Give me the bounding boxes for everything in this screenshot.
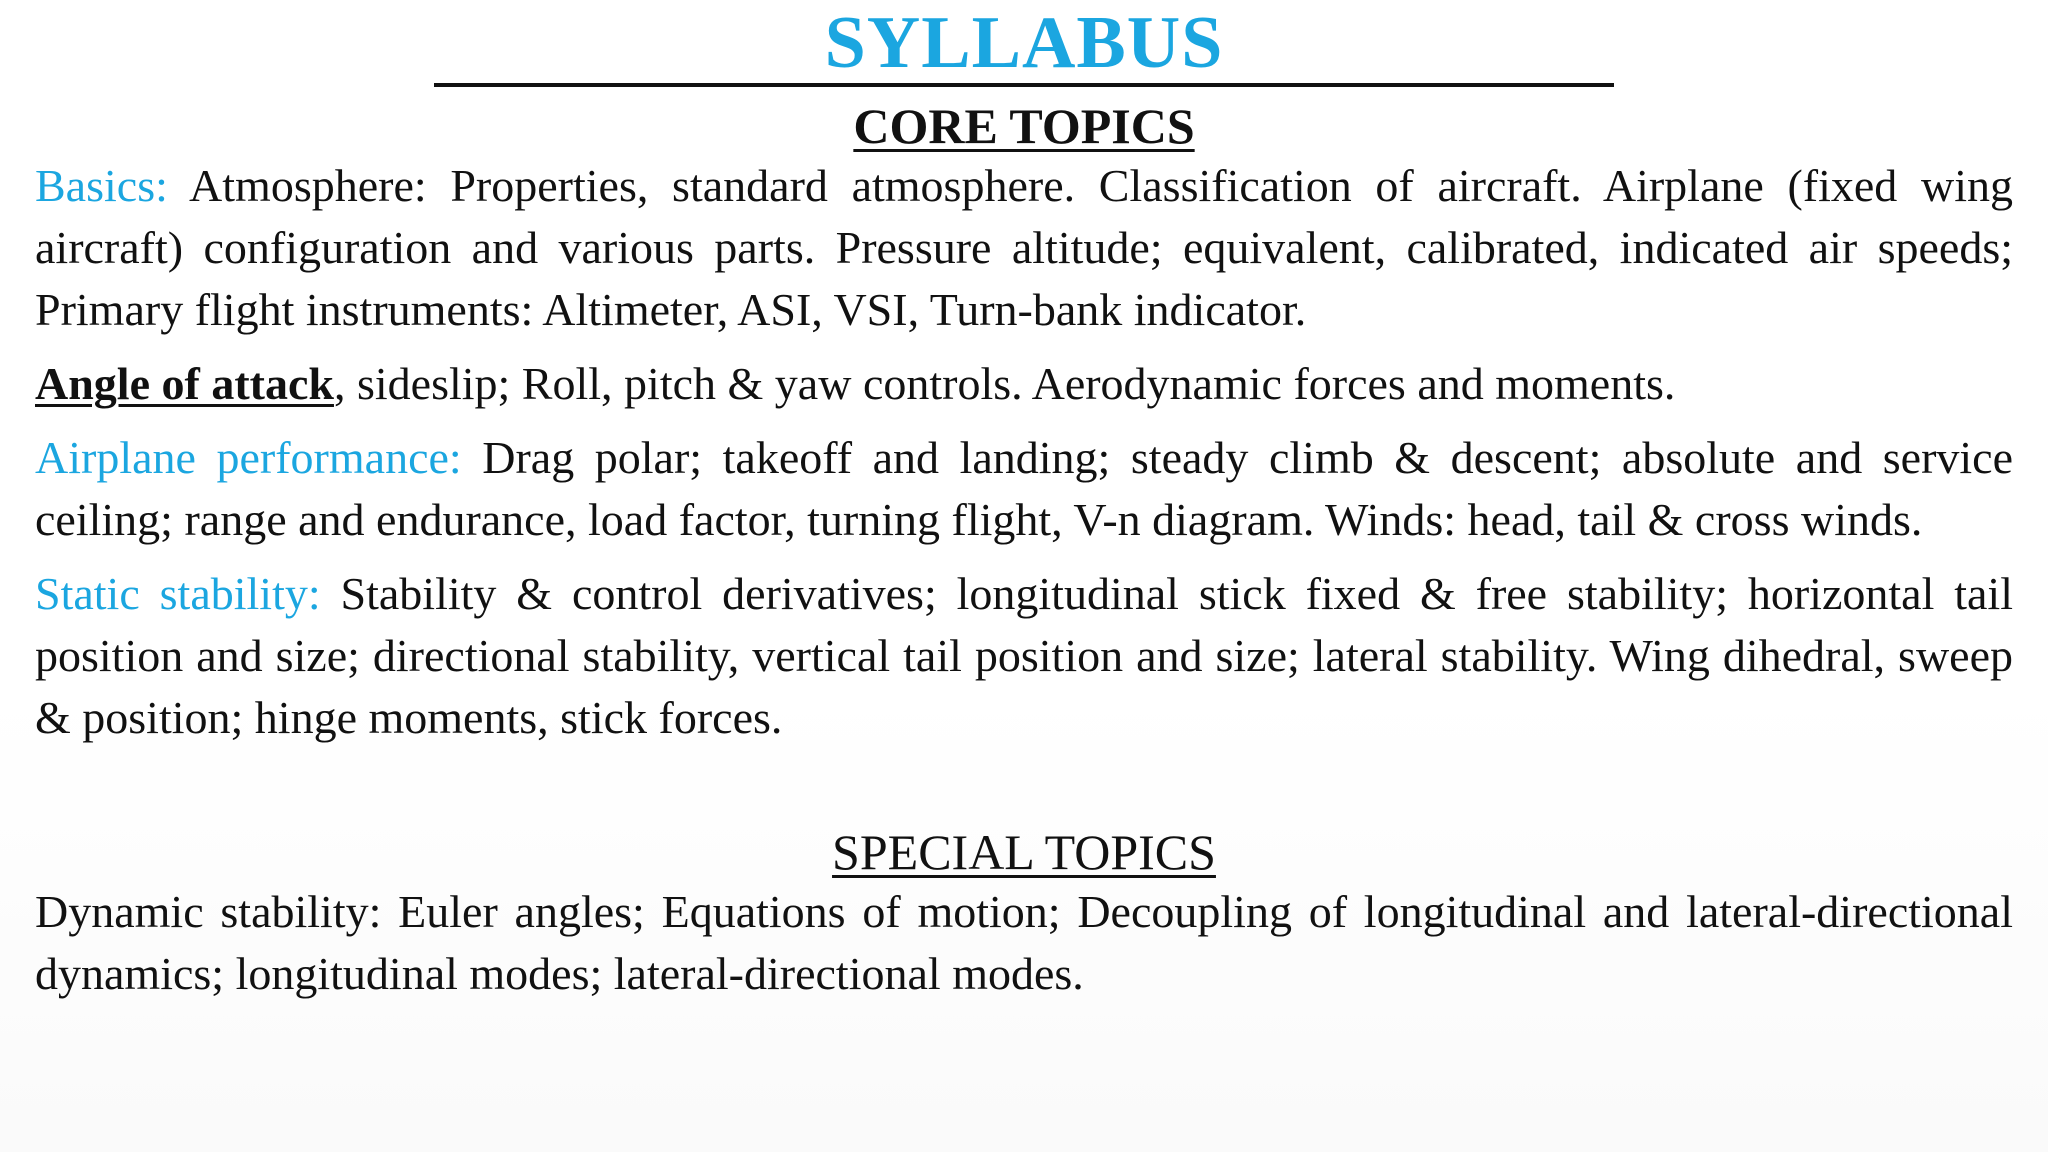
section-spacer <box>35 749 2013 793</box>
static-stability-text: Stability & control derivatives; longitudinal stick fixed & free stability; horizontal tail position and size; directional stability, vertical tail position and size; lateral stability. Wing dihedral, sweep & position; hinge moments, stick forces. <box>35 568 2013 743</box>
angle-of-attack-lead: Angle of attack <box>35 358 334 409</box>
core-topics-heading: CORE TOPICS <box>853 98 1195 154</box>
page-title: SYLLABUS <box>824 2 1224 84</box>
basics-lead: Basics: <box>35 160 168 211</box>
basics-paragraph <box>35 155 2013 341</box>
dynamic-stability-paragraph: Dynamic stability: Euler angles; Equations of motion; Decoupling of longitudinal and lateral-directional dynamics; longitudinal modes; lateral-directional modes. <box>35 886 2013 999</box>
angle-of-attack-paragraph <box>35 353 2013 415</box>
basics-text: Atmosphere: Properties, standard atmosphere. Classification of aircraft. Airplane (fixed wing aircraft) configuration and various parts. Pressure altitude; equivalent, calibrated, indicated air speeds; Primary flight instruments: Altimeter, ASI, VSI, Turn-bank indicator. <box>35 160 2013 335</box>
airplane-performance-text: Drag polar; takeoff and landing; steady climb & descent; absolute and service ceiling; range and endurance, load factor, turning flight, V-n diagram. Winds: head, tail & cross winds. <box>35 432 2014 545</box>
special-topics-heading: SPECIAL TOPICS <box>832 824 1216 880</box>
static-stability-paragraph <box>35 563 2013 749</box>
airplane-performance-paragraph <box>35 427 2013 551</box>
static-stability-lead: Static stability: <box>35 568 321 619</box>
angle-of-attack-text: , sideslip; Roll, pitch & yaw controls. Aerodynamic forces and moments. <box>333 358 1676 409</box>
airplane-performance-lead: Airplane performance: <box>35 432 462 483</box>
